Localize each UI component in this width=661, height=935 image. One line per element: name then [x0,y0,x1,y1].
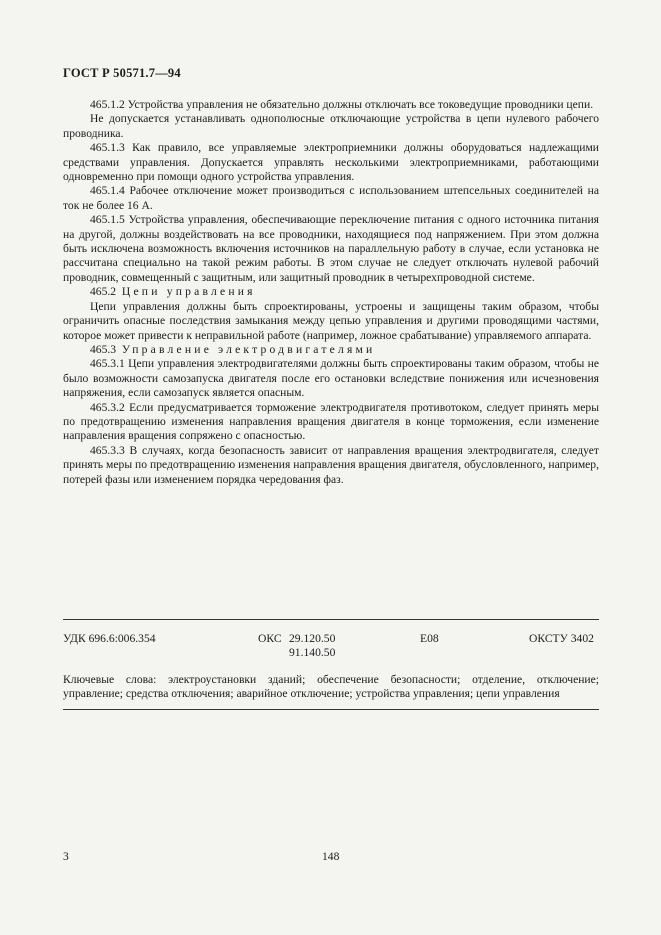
paragraph-465-3-2: 465.3.2 Если предусматривается торможение электродвигателя противотоком, следует принять меры по предотвращению изменения направления вращения двигателя в конце торможения, если изменение направления вращения сопряжено с опасностью. [63,400,599,443]
oks-code: 29.120.50 [289,632,336,645]
paragraph-465-1-2: 465.1.2 Устройства управления не обязательно должны отключать все токоведущие проводники цепи. [90,98,594,111]
document-header: ГОСТ Р 50571.7—94 [63,66,181,80]
divider-top [63,619,599,620]
paragraph-465-1-4: 465.1.4 Рабочее отключение может производиться с использованием штепсельных соединителей на ток не более 16 А. [63,184,599,212]
group-code: Е08 [420,632,439,645]
oks-label: ОКС [258,632,282,645]
page-number: 148 [322,850,340,863]
udk-code: УДК 696.6:006.354 [63,632,156,645]
section-heading-465-3 [63,343,599,357]
paragraph-465-3-3: 465.3.3 В случаях, когда безопасность зависит от направления вращения электродвигателя, следует принять меры по предотвращению изменения направления вращения двигателя, обусловленного, например, потерей фазы или изменением порядка чередования фаз. [63,443,599,486]
footer-left-number: 3 [63,850,69,863]
section-title: Управление электродвигателями [121,342,376,356]
paragraph-465-1-3: 465.1.3 Как правило, все управляемые электроприемники должны оборудоваться надлежащими средствами управления. Допускается управлять несколькими электроприемниками, работающими одновременно при помощи одного устройства управления. [63,141,599,184]
section-heading-465-2 [63,285,599,299]
keywords-block [63,673,599,702]
paragraph-control-circuits: Цепи управления должны быть спроектированы, устроены и защищены таким образом, чтобы ограничить опасные последствия замыкания между цепью управления и другими проводящими частями, которое может привести к неправильной работе (например, ложное срабатывание) управляемого аппарата. [63,299,599,342]
document-body [63,98,599,487]
paragraph-neutral-conductor: Не допускается устанавливать однополюсные отключающие устройства в цепи нулевого рабочего проводника. [63,112,599,140]
paragraph-465-3-1: 465.3.1 Цепи управления электродвигателями должны быть спроектированы таким образом, чтобы не было возможности самозапуска двигателя после его остановки вследствие понижения или исчезновения напряжения, если самозапуск является опасным. [63,357,599,400]
section-number: 465.3 [90,342,117,356]
keywords-text: Ключевые слова: электроустановки зданий; обеспечение безопасности; отделение, отключение; управление; средства отключения; аварийное отключение; устройства управления; цепи управления [63,673,599,701]
section-number: 465.2 [90,285,117,299]
oks-codes [289,632,335,660]
section-title: Цепи управления [121,285,256,299]
oks-code: 91.140.50 [289,646,336,659]
divider-bottom [63,709,599,710]
paragraph-465-1-5: 465.1.5 Устройства управления, обеспечивающие переключение питания с одного источника питания на другой, должны воздействовать на все проводники, находящиеся под напряжением. При этом должна быть исключена возможность включения источников на параллельную работу в случае, если установка не рассчитана специально на такой режим работы. В этом случае не следует отключать нулевой рабочий проводник, совмещенный с защитным, или защитный проводник в четырехпроводной системе. [63,213,599,284]
okstu-code: ОКСТУ 3402 [529,632,594,645]
